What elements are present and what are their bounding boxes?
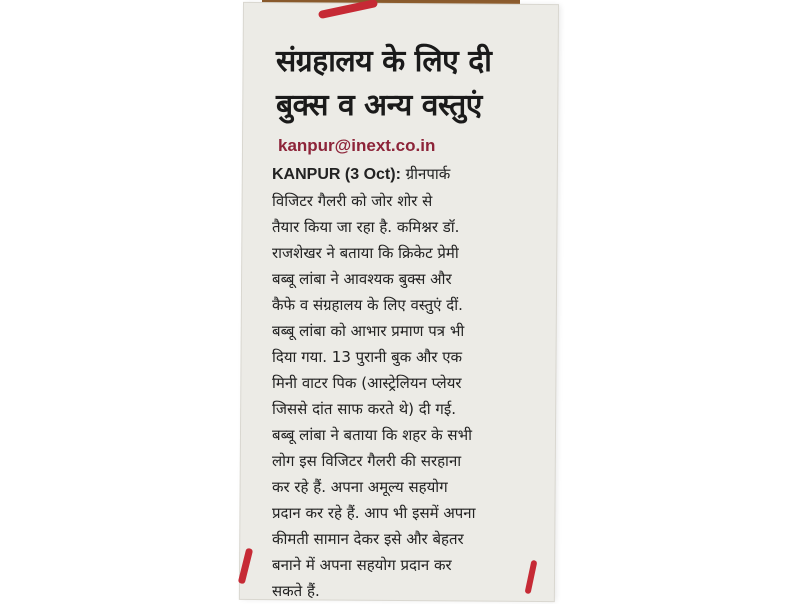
body-line: दिया गया. 13 पुरानी बुक और एक [272, 348, 463, 366]
body-line: बब्बू लांबा को आभार प्रमाण पत्र भी [272, 322, 465, 340]
email-byline: kanpur@inext.co.in [278, 136, 436, 155]
article-body [272, 161, 542, 604]
body-line: राजशेखर ने बताया कि क्रिकेट प्रेमी [272, 244, 459, 262]
headline [276, 40, 548, 128]
body-line: बनाने में अपना सहयोग प्रदान कर [272, 556, 452, 574]
body-line: प्रदान कर रहे हैं. आप भी इसमें अपना [272, 504, 476, 522]
body-line: कीमती सामान देकर इसे और बेहतर [272, 530, 464, 548]
body-line-text: ग्रीनपार्क [405, 165, 451, 183]
body-line: विजिटर गैलरी को जोर शोर से [272, 192, 433, 210]
body-line: सकते हैं. [272, 582, 320, 600]
body-line [272, 161, 542, 188]
dateline: KANPUR (3 Oct): [272, 166, 401, 183]
body-line: तैयार किया जा रहा है. कमिश्नर डॉ. [272, 218, 460, 236]
body-line: मिनी वाटर पिक (आस्ट्रेलियन प्लेयर [272, 374, 462, 392]
body-line: बब्बू लांबा ने आवश्यक बुक्स और [272, 270, 452, 288]
body-line: लोग इस विजिटर गैलरी की सरहाना [272, 452, 462, 470]
body-line: कर रहे हैं. अपना अमूल्य सहयोग [272, 478, 448, 496]
body-line: कैफे व संग्रहालय के लिए वस्तुएं दीं. [272, 296, 463, 314]
body-line: बब्बू लांबा ने बताया कि शहर के सभी [272, 426, 472, 444]
headline-line: बुक्स व अन्य वस्तुएं [276, 88, 482, 123]
headline-line: संग्रहालय के लिए दी [276, 44, 492, 79]
body-line: जिससे दांत साफ करते थे) दी गई. [272, 400, 456, 418]
